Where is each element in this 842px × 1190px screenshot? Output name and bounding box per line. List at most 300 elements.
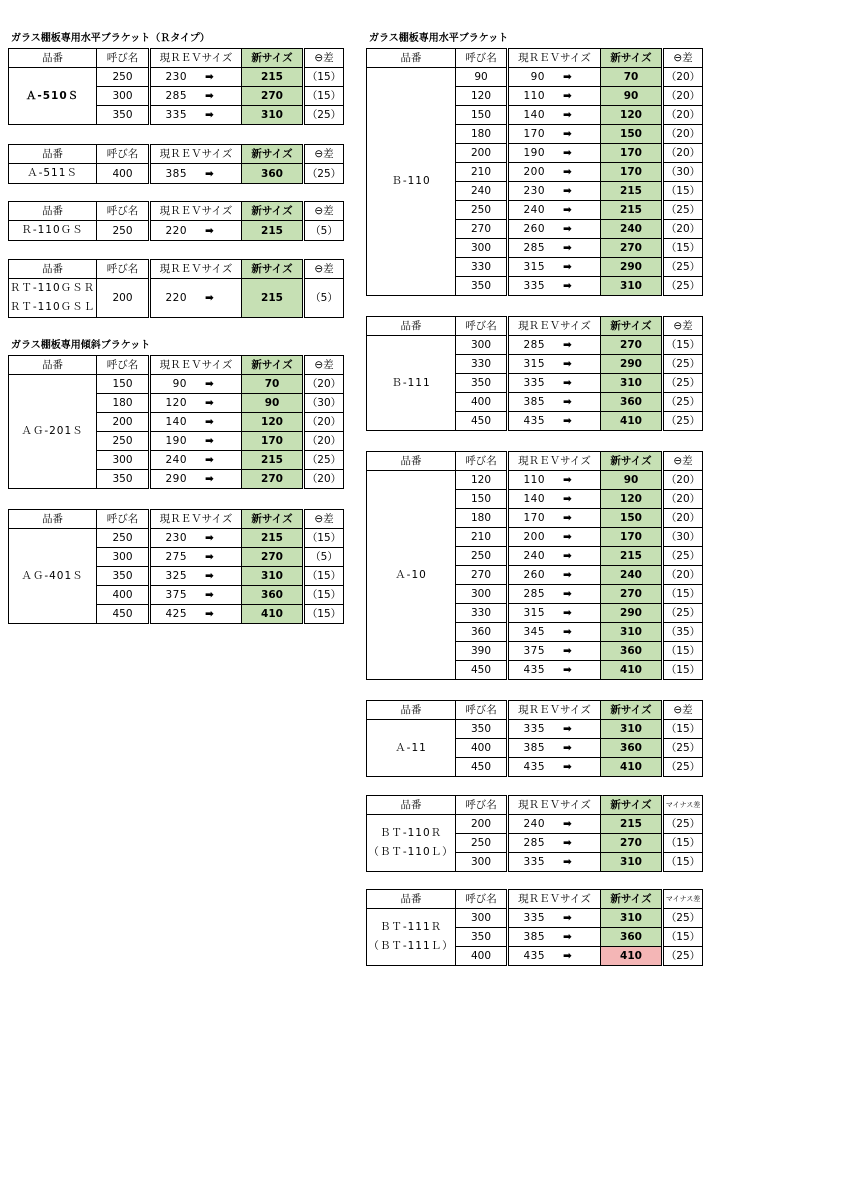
nominal-size: 450 (456, 412, 508, 431)
part-number: ＡＧ-201Ｓ (9, 375, 97, 489)
new-size: 310 (601, 720, 663, 739)
header-part-number: 品番 (367, 452, 456, 471)
size-difference: （15） (663, 585, 703, 604)
table-row (367, 720, 703, 739)
current-rev-size (508, 258, 601, 277)
nominal-size: 270 (456, 220, 508, 239)
nominal-size: 250 (456, 834, 508, 853)
new-size: 410 (601, 661, 663, 680)
current-size-value: 345 (523, 626, 545, 638)
size-difference: （20） (663, 87, 703, 106)
table-row (9, 279, 344, 318)
current-size-value: 200 (523, 531, 545, 543)
size-table-a-511s (8, 144, 344, 184)
arrow-right-icon: ➡ (205, 473, 215, 485)
size-difference: （25） (663, 547, 703, 566)
arrow-right-icon: ➡ (563, 185, 573, 197)
part-number: Ａ-510Ｓ (9, 68, 97, 125)
header-current-rev-size: 現ＲＥＶサイズ (508, 452, 601, 471)
nominal-size: 300 (97, 87, 150, 106)
arrow-right-icon: ➡ (205, 551, 215, 563)
nominal-size: 450 (456, 661, 508, 680)
current-rev-size (508, 68, 601, 87)
nominal-size: 200 (97, 413, 150, 432)
current-rev-size (150, 586, 242, 605)
size-difference: （20） (304, 413, 344, 432)
header-new-size: 新サイズ (601, 452, 663, 471)
header-nominal: 呼び名 (456, 701, 508, 720)
new-size: 410 (242, 605, 304, 624)
nominal-size: 180 (456, 509, 508, 528)
table-header-row (367, 890, 703, 909)
header-current-rev-size: 現ＲＥＶサイズ (508, 49, 601, 68)
arrow-right-icon: ➡ (563, 242, 573, 254)
size-difference: （25） (663, 374, 703, 393)
current-size-value: 110 (523, 474, 545, 486)
header-current-rev-size: 現ＲＥＶサイズ (150, 49, 242, 68)
current-size-value: 335 (523, 723, 545, 735)
size-difference: （15） (663, 853, 703, 872)
header-nominal: 呼び名 (97, 260, 150, 279)
nominal-size: 250 (97, 221, 150, 241)
current-rev-size (150, 432, 242, 451)
header-current-rev-size: 現ＲＥＶサイズ (508, 890, 601, 909)
current-size-value: 385 (523, 396, 545, 408)
size-difference: （20） (663, 490, 703, 509)
current-rev-size (508, 758, 601, 777)
current-rev-size (508, 528, 601, 547)
arrow-right-icon: ➡ (205, 90, 215, 102)
new-size: 360 (242, 164, 304, 184)
size-difference: （30） (663, 528, 703, 547)
new-size: 90 (601, 471, 663, 490)
current-size-value: 240 (523, 550, 545, 562)
current-size-value: 385 (523, 742, 545, 754)
current-size-value: 435 (523, 415, 545, 427)
current-size-value: 435 (523, 761, 545, 773)
nominal-size: 300 (456, 239, 508, 258)
new-size: 240 (601, 220, 663, 239)
header-nominal: 呼び名 (456, 452, 508, 471)
arrow-right-icon: ➡ (563, 856, 573, 868)
table-header-row (9, 510, 344, 529)
new-size: 70 (601, 68, 663, 87)
new-size: 270 (601, 834, 663, 853)
current-rev-size (150, 279, 242, 318)
size-difference: （25） (663, 739, 703, 758)
nominal-size: 150 (97, 375, 150, 394)
size-difference: （25） (304, 106, 344, 125)
header-new-size: 新サイズ (601, 49, 663, 68)
arrow-right-icon: ➡ (563, 569, 573, 581)
current-rev-size (150, 567, 242, 586)
section-title-inclined: ガラス棚板専用傾斜ブラケット (11, 340, 151, 351)
nominal-size: 450 (456, 758, 508, 777)
header-part-number: 品番 (367, 701, 456, 720)
current-rev-size (150, 164, 242, 184)
current-rev-size (150, 106, 242, 125)
nominal-size: 250 (456, 547, 508, 566)
header-difference: ⊖差 (304, 49, 344, 68)
size-difference: （35） (663, 623, 703, 642)
current-rev-size (508, 490, 601, 509)
new-size: 360 (601, 642, 663, 661)
header-difference: ⊖差 (304, 202, 344, 221)
size-difference: （15） (663, 336, 703, 355)
arrow-right-icon: ➡ (563, 607, 573, 619)
arrow-right-icon: ➡ (563, 742, 573, 754)
current-size-value: 140 (523, 109, 545, 121)
arrow-right-icon: ➡ (205, 570, 215, 582)
section-title-horizontal-r-type: ガラス棚板専用水平ブラケット（Ｒタイプ） (11, 33, 210, 44)
current-size-value: 140 (165, 416, 187, 428)
header-current-rev-size: 現ＲＥＶサイズ (508, 796, 601, 815)
arrow-right-icon: ➡ (205, 109, 215, 121)
current-rev-size (508, 509, 601, 528)
arrow-right-icon: ➡ (563, 415, 573, 427)
header-nominal: 呼び名 (97, 49, 150, 68)
nominal-size: 180 (97, 394, 150, 413)
new-size: 270 (601, 239, 663, 258)
header-part-number: 品番 (9, 510, 97, 529)
size-difference: （20） (663, 509, 703, 528)
arrow-right-icon: ➡ (205, 167, 215, 180)
size-difference: （25） (663, 947, 703, 966)
part-number-line: ＢＴ-111Ｒ (379, 921, 443, 933)
header-nominal: 呼び名 (97, 145, 150, 164)
header-current-rev-size: 現ＲＥＶサイズ (150, 202, 242, 221)
nominal-size: 400 (456, 393, 508, 412)
current-rev-size (508, 739, 601, 758)
arrow-right-icon: ➡ (563, 950, 573, 962)
header-new-size: 新サイズ (601, 890, 663, 909)
header-new-size: 新サイズ (242, 260, 304, 279)
size-difference: （15） (663, 661, 703, 680)
header-nominal: 呼び名 (456, 796, 508, 815)
part-number: Ｂ-110 (367, 68, 456, 296)
current-rev-size (508, 661, 601, 680)
header-new-size: 新サイズ (601, 796, 663, 815)
arrow-right-icon: ➡ (563, 931, 573, 943)
current-rev-size (150, 529, 242, 548)
arrow-right-icon: ➡ (205, 416, 215, 428)
header-nominal: 呼び名 (456, 890, 508, 909)
header-new-size: 新サイズ (242, 49, 304, 68)
nominal-size: 210 (456, 163, 508, 182)
header-current-rev-size: 現ＲＥＶサイズ (508, 701, 601, 720)
size-difference: （5） (304, 279, 344, 318)
header-difference: マイナス差 (663, 890, 703, 909)
size-difference: （25） (304, 451, 344, 470)
nominal-size: 350 (97, 470, 150, 489)
size-difference: （20） (663, 125, 703, 144)
current-rev-size (508, 471, 601, 490)
size-difference: （20） (304, 470, 344, 489)
new-size: 215 (601, 547, 663, 566)
nominal-size: 300 (456, 909, 508, 928)
table-header-row (367, 317, 703, 336)
current-rev-size (508, 853, 601, 872)
nominal-size: 350 (456, 928, 508, 947)
current-size-value: 240 (523, 204, 545, 216)
nominal-size: 240 (456, 182, 508, 201)
current-rev-size (508, 928, 601, 947)
nominal-size: 400 (97, 586, 150, 605)
arrow-right-icon: ➡ (205, 378, 215, 390)
part-number (367, 815, 456, 872)
new-size: 360 (601, 739, 663, 758)
part-number: Ａ-10 (367, 471, 456, 680)
size-table-ag-201s (8, 355, 344, 489)
header-difference: マイナス差 (663, 796, 703, 815)
new-size: 120 (601, 106, 663, 125)
nominal-size: 330 (456, 604, 508, 623)
current-size-value: 120 (165, 397, 187, 409)
part-number: ＡＧ-401Ｓ (9, 529, 97, 624)
size-difference: （15） (304, 567, 344, 586)
new-size: 410 (601, 947, 663, 966)
nominal-size: 350 (97, 567, 150, 586)
current-rev-size (508, 239, 601, 258)
header-new-size: 新サイズ (242, 356, 304, 375)
table-row (367, 68, 703, 87)
header-new-size: 新サイズ (242, 202, 304, 221)
table-header-row (9, 356, 344, 375)
new-size: 410 (601, 412, 663, 431)
nominal-size: 90 (456, 68, 508, 87)
new-size: 270 (601, 585, 663, 604)
header-nominal: 呼び名 (456, 49, 508, 68)
new-size: 90 (242, 394, 304, 413)
new-size: 270 (242, 548, 304, 567)
current-size-value: 335 (165, 109, 187, 121)
nominal-size: 200 (456, 815, 508, 834)
current-rev-size (150, 470, 242, 489)
arrow-right-icon: ➡ (563, 204, 573, 216)
size-difference: （15） (304, 586, 344, 605)
size-difference: （15） (304, 87, 344, 106)
size-table-a-510s (8, 48, 344, 125)
table-row (9, 221, 344, 241)
header-part-number: 品番 (367, 890, 456, 909)
size-difference: （5） (304, 221, 344, 241)
current-size-value: 375 (523, 645, 545, 657)
part-number-line: ＢＴ-110Ｒ (379, 827, 443, 839)
arrow-right-icon: ➡ (205, 71, 215, 83)
header-difference: ⊖差 (304, 510, 344, 529)
nominal-size: 360 (456, 623, 508, 642)
header-nominal: 呼び名 (97, 202, 150, 221)
table-header-row (367, 796, 703, 815)
current-rev-size (508, 642, 601, 661)
header-part-number: 品番 (367, 317, 456, 336)
new-size: 310 (601, 853, 663, 872)
header-current-rev-size: 現ＲＥＶサイズ (150, 356, 242, 375)
table-header-row (367, 701, 703, 720)
arrow-right-icon: ➡ (563, 912, 573, 924)
table-header-row (9, 202, 344, 221)
arrow-right-icon: ➡ (205, 454, 215, 466)
arrow-right-icon: ➡ (205, 224, 215, 237)
arrow-right-icon: ➡ (563, 588, 573, 600)
new-size: 270 (242, 470, 304, 489)
current-size-value: 375 (165, 589, 187, 601)
table-header-row (367, 452, 703, 471)
arrow-right-icon: ➡ (563, 837, 573, 849)
size-difference: （20） (663, 566, 703, 585)
arrow-right-icon: ➡ (205, 397, 215, 409)
current-rev-size (508, 566, 601, 585)
nominal-size: 400 (456, 739, 508, 758)
arrow-right-icon: ➡ (205, 435, 215, 447)
header-part-number: 品番 (9, 145, 97, 164)
header-difference: ⊖差 (663, 701, 703, 720)
current-size-value: 170 (523, 128, 545, 140)
nominal-size: 210 (456, 528, 508, 547)
header-difference: ⊖差 (663, 49, 703, 68)
nominal-size: 450 (97, 605, 150, 624)
arrow-right-icon: ➡ (563, 261, 573, 273)
size-difference: （25） (663, 355, 703, 374)
nominal-size: 250 (97, 68, 150, 87)
current-size-value: 275 (165, 551, 187, 563)
current-size-value: 285 (523, 588, 545, 600)
header-part-number: 品番 (9, 49, 97, 68)
new-size: 170 (242, 432, 304, 451)
nominal-size: 300 (97, 548, 150, 567)
current-rev-size (150, 68, 242, 87)
header-difference: ⊖差 (663, 452, 703, 471)
new-size: 215 (242, 529, 304, 548)
current-size-value: 325 (165, 570, 187, 582)
arrow-right-icon: ➡ (563, 166, 573, 178)
nominal-size: 350 (456, 277, 508, 296)
new-size: 150 (601, 509, 663, 528)
new-size: 215 (242, 68, 304, 87)
size-table-a-10 (366, 451, 703, 680)
size-difference: （25） (663, 604, 703, 623)
size-difference: （25） (663, 815, 703, 834)
current-rev-size (508, 412, 601, 431)
arrow-right-icon: ➡ (563, 645, 573, 657)
current-rev-size (150, 605, 242, 624)
current-size-value: 435 (523, 664, 545, 676)
arrow-right-icon: ➡ (563, 723, 573, 735)
new-size: 215 (242, 279, 304, 318)
size-table-ag-401s (8, 509, 344, 624)
size-difference: （20） (304, 375, 344, 394)
new-size: 310 (242, 567, 304, 586)
arrow-right-icon: ➡ (563, 109, 573, 121)
current-rev-size (508, 220, 601, 239)
current-rev-size (508, 547, 601, 566)
current-size-value: 315 (523, 261, 545, 273)
current-size-value: 110 (523, 90, 545, 102)
part-number: Ｒ-110ＧＳ (9, 221, 97, 241)
new-size: 170 (601, 144, 663, 163)
size-table-bt-110 (366, 795, 703, 872)
current-rev-size (508, 834, 601, 853)
nominal-size: 300 (456, 853, 508, 872)
new-size: 310 (601, 374, 663, 393)
table-header-row (9, 145, 344, 164)
arrow-right-icon: ➡ (563, 531, 573, 543)
part-number (9, 279, 97, 318)
current-rev-size (508, 909, 601, 928)
header-nominal: 呼び名 (456, 317, 508, 336)
current-size-value: 260 (523, 569, 545, 581)
new-size: 360 (601, 393, 663, 412)
nominal-size: 250 (97, 432, 150, 451)
part-number-line: （ＢＴ-110Ｌ） (368, 846, 454, 858)
new-size: 120 (242, 413, 304, 432)
size-difference: （30） (304, 394, 344, 413)
part-number-line: （ＢＴ-111Ｌ） (368, 940, 454, 952)
size-difference: （20） (663, 471, 703, 490)
size-difference: （15） (663, 239, 703, 258)
current-rev-size (508, 393, 601, 412)
current-size-value: 290 (165, 473, 187, 485)
arrow-right-icon: ➡ (563, 90, 573, 102)
arrow-right-icon: ➡ (563, 71, 573, 83)
header-part-number: 品番 (9, 202, 97, 221)
arrow-right-icon: ➡ (563, 512, 573, 524)
current-rev-size (150, 451, 242, 470)
header-difference: ⊖差 (304, 260, 344, 279)
table-row (367, 815, 703, 834)
table-row (367, 909, 703, 928)
table-row (9, 164, 344, 184)
arrow-right-icon: ➡ (563, 223, 573, 235)
arrow-right-icon: ➡ (205, 532, 215, 544)
current-size-value: 335 (523, 912, 545, 924)
size-table-a-11 (366, 700, 703, 777)
current-size-value: 190 (523, 147, 545, 159)
current-size-value: 285 (523, 339, 545, 351)
size-table-b-111 (366, 316, 703, 431)
new-size: 290 (601, 355, 663, 374)
current-size-value: 220 (165, 292, 187, 304)
part-number: Ａ-511Ｓ (9, 164, 97, 184)
current-size-value: 335 (523, 280, 545, 292)
nominal-size: 200 (456, 144, 508, 163)
current-size-value: 335 (523, 856, 545, 868)
arrow-right-icon: ➡ (563, 550, 573, 562)
size-difference: （15） (304, 529, 344, 548)
arrow-right-icon: ➡ (205, 292, 215, 304)
table-row (9, 375, 344, 394)
size-difference: （15） (663, 834, 703, 853)
new-size: 170 (601, 163, 663, 182)
current-rev-size (508, 947, 601, 966)
new-size: 310 (601, 277, 663, 296)
header-new-size: 新サイズ (601, 317, 663, 336)
current-rev-size (508, 604, 601, 623)
new-size: 215 (601, 182, 663, 201)
header-new-size: 新サイズ (242, 510, 304, 529)
new-size: 215 (242, 221, 304, 241)
table-row (9, 68, 344, 87)
size-difference: （20） (304, 432, 344, 451)
nominal-size: 120 (456, 471, 508, 490)
header-current-rev-size: 現ＲＥＶサイズ (150, 260, 242, 279)
current-rev-size (508, 720, 601, 739)
current-size-value: 220 (165, 224, 187, 237)
new-size: 310 (242, 106, 304, 125)
nominal-size: 250 (97, 529, 150, 548)
size-table-rt-110gs (8, 259, 344, 318)
nominal-size: 330 (456, 258, 508, 277)
